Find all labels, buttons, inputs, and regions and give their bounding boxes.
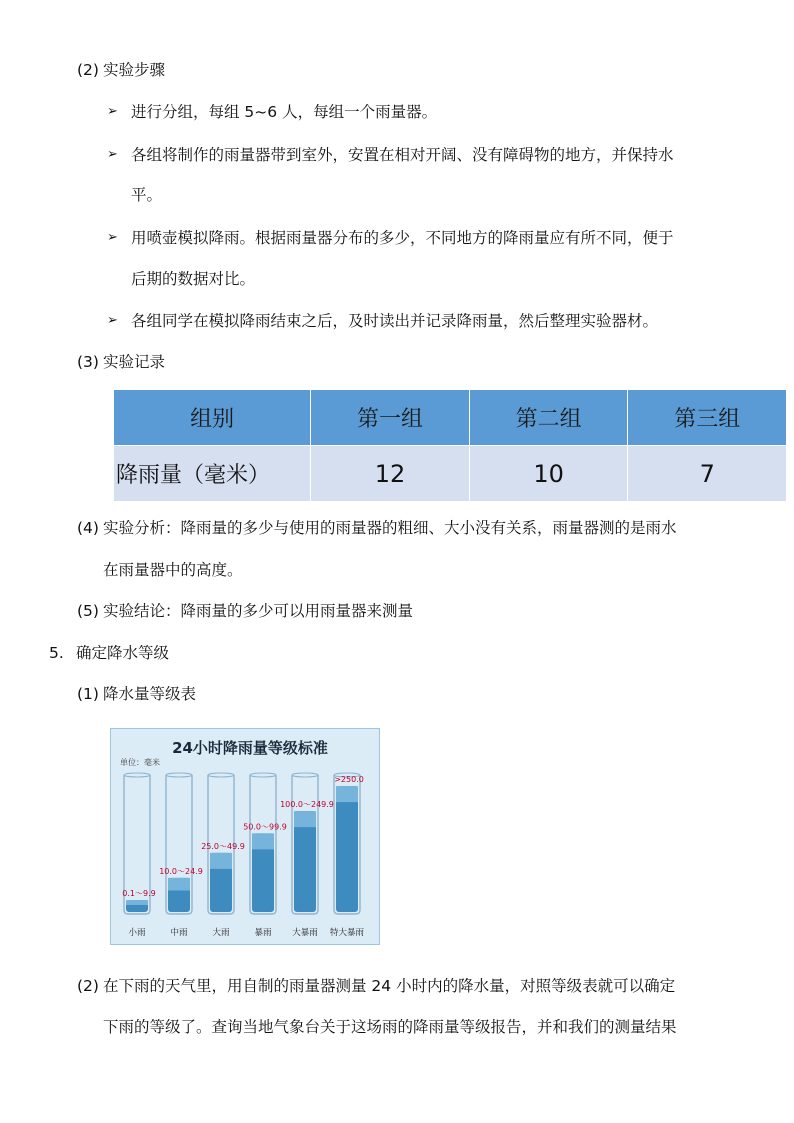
category-label: 小雨 bbox=[128, 928, 146, 938]
data-label: 10.0～24.9 bbox=[159, 866, 203, 876]
data-label: >250.0 bbox=[334, 775, 364, 785]
table-cell: 7 bbox=[628, 446, 787, 502]
table-header-cell: 第三组 bbox=[628, 390, 787, 446]
analysis-text-continued: 在雨量器中的高度。 bbox=[103, 561, 243, 579]
analysis-text: 实验分析：降雨量的多少与使用的雨量器的粗细、大小没有关系，雨量器测的是雨水 bbox=[103, 519, 677, 537]
category-label: 中雨 bbox=[170, 928, 188, 938]
paragraph-text-continued: 下雨的等级了。查询当地气象台关于这场雨的降雨量等级报告，并和我们的测量结果 bbox=[103, 1018, 677, 1036]
category-label: 大暴雨 bbox=[292, 928, 318, 938]
table-header-cell: 第二组 bbox=[469, 390, 628, 446]
bar-water-top bbox=[210, 853, 232, 869]
paragraph-text: 在下雨的天气里，用自制的雨量器测量 24 小时内的降水量，对照等级表就可以确定 bbox=[103, 977, 676, 995]
conclusion-text: 实验结论：降雨量的多少可以用雨量器来测量 bbox=[103, 602, 414, 620]
bullet-arrow-icon: ➢ bbox=[107, 230, 118, 245]
step-item: 用喷壶模拟降雨。根据雨量器分布的多少，不同地方的降雨量应有所不同，便于 bbox=[131, 229, 674, 247]
record-heading: 实验记录 bbox=[103, 353, 166, 371]
data-label: 100.0～249.9 bbox=[280, 800, 334, 810]
table-cell: 10 bbox=[469, 446, 628, 502]
rainfall-level-chart bbox=[110, 728, 380, 945]
record-heading-number: (3) bbox=[77, 353, 99, 371]
section-title: 确定降水等级 bbox=[76, 644, 170, 662]
bar-water-top bbox=[126, 900, 148, 905]
chart-unit-label: 单位：毫米 bbox=[120, 758, 160, 767]
table-header-row bbox=[114, 390, 787, 446]
analysis-number: (4) bbox=[77, 519, 99, 537]
data-label: 0.1～9.9 bbox=[122, 889, 156, 899]
bullet-arrow-icon: ➢ bbox=[107, 313, 118, 328]
table-header-cell: 组别 bbox=[114, 390, 311, 446]
step-item: 进行分组，每组 5~6 人，每组一个雨量器。 bbox=[131, 103, 438, 121]
category-label: 特大暴雨 bbox=[329, 928, 365, 938]
experiment-record-table bbox=[113, 389, 787, 502]
table-cell: 12 bbox=[311, 446, 470, 502]
paragraph-number: (2) bbox=[77, 977, 99, 995]
rainfall-level-chart-svg bbox=[110, 728, 380, 945]
table-row bbox=[114, 446, 787, 502]
conclusion-number: (5) bbox=[77, 602, 99, 620]
step-item-continued: 后期的数据对比。 bbox=[131, 270, 256, 288]
bar-water-top bbox=[168, 878, 190, 891]
chart-title: 24小时降雨量等级标准 bbox=[172, 739, 328, 757]
table-row-label: 降雨量（毫米） bbox=[114, 446, 311, 502]
bar-water-top bbox=[252, 833, 274, 849]
step-heading: 实验步骤 bbox=[103, 61, 166, 79]
step-item: 各组同学在模拟降雨结束之后，及时读出并记录降雨量，然后整理实验器材。 bbox=[131, 312, 659, 330]
subsection-title: 降水量等级表 bbox=[103, 685, 197, 703]
step-item-continued: 平。 bbox=[131, 186, 163, 204]
category-label: 大雨 bbox=[212, 928, 230, 938]
category-label: 暴雨 bbox=[254, 928, 272, 938]
table-header-cell: 第一组 bbox=[311, 390, 470, 446]
data-label: 25.0～49.9 bbox=[201, 841, 245, 851]
section-number: 5. bbox=[49, 644, 64, 662]
bullet-arrow-icon: ➢ bbox=[107, 104, 118, 119]
bar-water bbox=[336, 786, 358, 912]
step-heading-number: (2) bbox=[77, 61, 99, 79]
bullet-arrow-icon: ➢ bbox=[107, 147, 118, 162]
bar-water-top bbox=[294, 811, 316, 827]
data-label: 50.0～99.9 bbox=[243, 822, 287, 832]
step-item: 各组将制作的雨量器带到室外，安置在相对开阔、没有障碍物的地方，并保持水 bbox=[131, 146, 674, 164]
bar-water-top bbox=[336, 786, 358, 802]
subsection-number: (1) bbox=[77, 685, 99, 703]
